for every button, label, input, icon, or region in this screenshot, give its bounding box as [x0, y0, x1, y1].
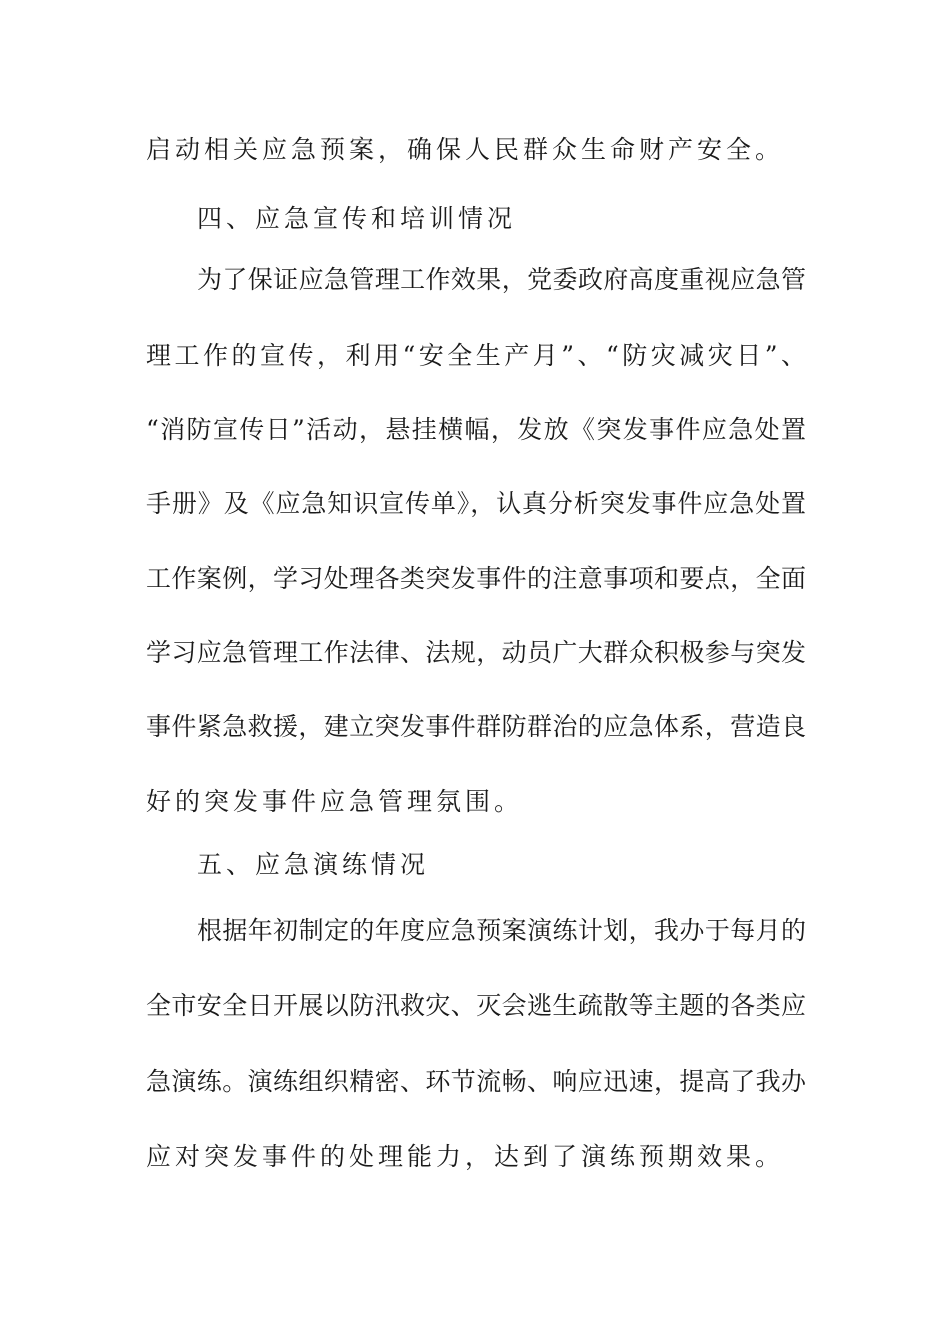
paragraph-line: 理工作的宣传，利用“安全生产月”、“防灾减灾日”、: [146, 341, 806, 370]
paragraph-line: 启动相关应急预案，确保人民群众生命财产安全。: [146, 135, 785, 164]
paragraph-line: 为了保证应急管理工作效果，党委政府高度重视应急管: [197, 265, 806, 294]
paragraph-line: “消防宣传日”活动，悬挂横幅，发放《突发事件应急处置: [146, 415, 806, 444]
paragraph-line: 根据年初制定的年度应急预案演练计划，我办于每月的: [197, 916, 806, 945]
paragraph-line: 事件紧急救援，建立突发事件群防群治的应急体系，营造良: [146, 712, 806, 741]
section-heading: 五、应急演练情况: [197, 850, 430, 879]
paragraph-line: 好的突发事件应急管理氛围。: [146, 787, 524, 816]
section-heading: 四、应急宣传和培训情况: [197, 204, 517, 233]
paragraph-line: 应对突发事件的处理能力，达到了演练预期效果。: [146, 1142, 785, 1171]
paragraph-line: 工作案例，学习处理各类突发事件的注意事项和要点，全面: [146, 564, 806, 593]
paragraph-line: 学习应急管理工作法律、法规，动员广大群众积极参与突发: [146, 638, 806, 667]
paragraph-line: 急演练。演练组织精密、环节流畅、响应迅速，提高了我办: [146, 1067, 806, 1096]
paragraph-line: 手册》及《应急知识宣传单》，认真分析突发事件应急处置: [146, 489, 806, 518]
paragraph-line: 全市安全日开展以防汛救灾、灭会逃生疏散等主题的各类应: [146, 991, 806, 1020]
